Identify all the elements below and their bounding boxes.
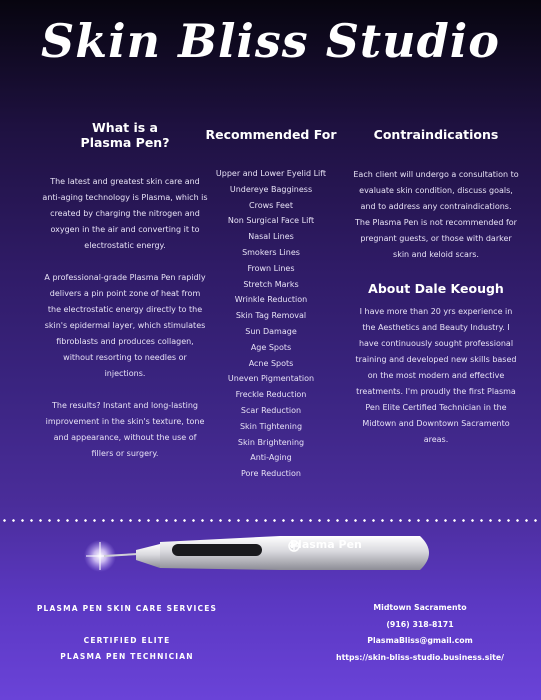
contraindications-text: Each client will undergo a consultation to evaluate skin condition, discuss goals, and to address any contraindications. The Plasma Pen is not recommended for pregnant guests, or those with darker skin and keloid scars. — [353, 170, 519, 259]
list-item: Skin Tightening — [239, 421, 303, 431]
about-text: I have more than 20 yrs experience in the Aesthetics and Beauty Industry. I have continuously sought professional training and developed new skills based on the most modern and effective treatments. I'm proudly the first Plasma Pen Elite Certified Technician in the Midtown and Downtown Sacramento areas. — [355, 307, 517, 444]
right-column — [352, 127, 520, 448]
footer-services — [22, 601, 232, 665]
footer-certified-line: CERTIFIED ELITE — [83, 636, 171, 645]
list-item: Uneven Pigmentation — [227, 374, 315, 384]
footer-technician-line: PLASMA PEN TECHNICIAN — [60, 652, 194, 661]
contact-website-link[interactable]: https://skin-bliss-studio.business.site/ — [336, 652, 504, 662]
pen-brand-label: Plasma Pen — [290, 538, 362, 551]
what-is-paragraph-3: The results? Instant and long-lasting improvement in the skin's texture, tone and appearance, without the use of fillers or surgery. — [45, 401, 205, 458]
what-is-heading — [42, 120, 208, 150]
list-item: Frown Lines — [247, 263, 295, 273]
recommended-list — [198, 166, 344, 482]
what-is-paragraph-2: A professional-grade Plasma Pen rapidly delivers a pin point zone of heat from the electrostatic energy directly to the skin's epidermal layer, which stimulates fibroblasts and produces collagen, without resorting to needles or injections. — [44, 273, 206, 378]
list-item: Non Surgical Face Lift — [227, 216, 315, 226]
list-item: Pore Reduction — [240, 469, 301, 479]
list-item: Freckle Reduction — [235, 390, 307, 400]
list-item: Stretch Marks — [243, 279, 299, 289]
what-is-heading-line2: Plasma Pen? — [80, 135, 170, 150]
recommended-section — [198, 127, 344, 482]
about-heading: About Dale Keough — [368, 281, 504, 296]
list-item: Crows Feet — [249, 200, 293, 210]
contraindications-heading: Contraindications — [373, 127, 499, 142]
contact-location: Midtown Sacramento — [373, 603, 467, 612]
list-item: Skin Tag Removal — [235, 311, 307, 321]
dotted-divider — [0, 519, 541, 522]
page-title: Skin Bliss Studio — [41, 14, 500, 68]
list-item: Scar Reduction — [240, 405, 302, 415]
list-item: Acne Spots — [248, 358, 294, 368]
list-item: Smokers Lines — [242, 247, 300, 257]
contact-email[interactable]: PlasmaBliss@gmail.com — [367, 636, 473, 645]
plasma-pen-icon — [80, 524, 440, 584]
contact-phone[interactable]: (916) 318-8171 — [386, 619, 454, 629]
list-item: Upper and Lower Eyelid Lift — [215, 169, 327, 178]
list-item: Sun Damage — [245, 326, 297, 336]
list-item: Anti-Aging — [250, 453, 292, 463]
what-is-section — [42, 120, 208, 462]
recommended-heading: Recommended For — [205, 127, 337, 142]
list-item: Wrinkle Reduction — [234, 295, 308, 305]
list-item: Age Spots — [250, 342, 292, 352]
list-item: Skin Brightening — [237, 437, 305, 447]
what-is-paragraph-1: The latest and greatest skin care and anti-aging technology is Plasma, which is created by charging the nitrogen and oxygen in the air and converting it to electrostatic energy. — [42, 177, 208, 250]
footer-services-line: PLASMA PEN SKIN CARE SERVICES — [36, 604, 218, 613]
footer-contact — [300, 600, 540, 666]
list-item: Undereye Bagginess — [229, 184, 313, 194]
plasma-pen-image — [80, 524, 440, 584]
what-is-heading-line1: What is a — [92, 120, 158, 135]
list-item: Nasal Lines — [248, 232, 294, 242]
